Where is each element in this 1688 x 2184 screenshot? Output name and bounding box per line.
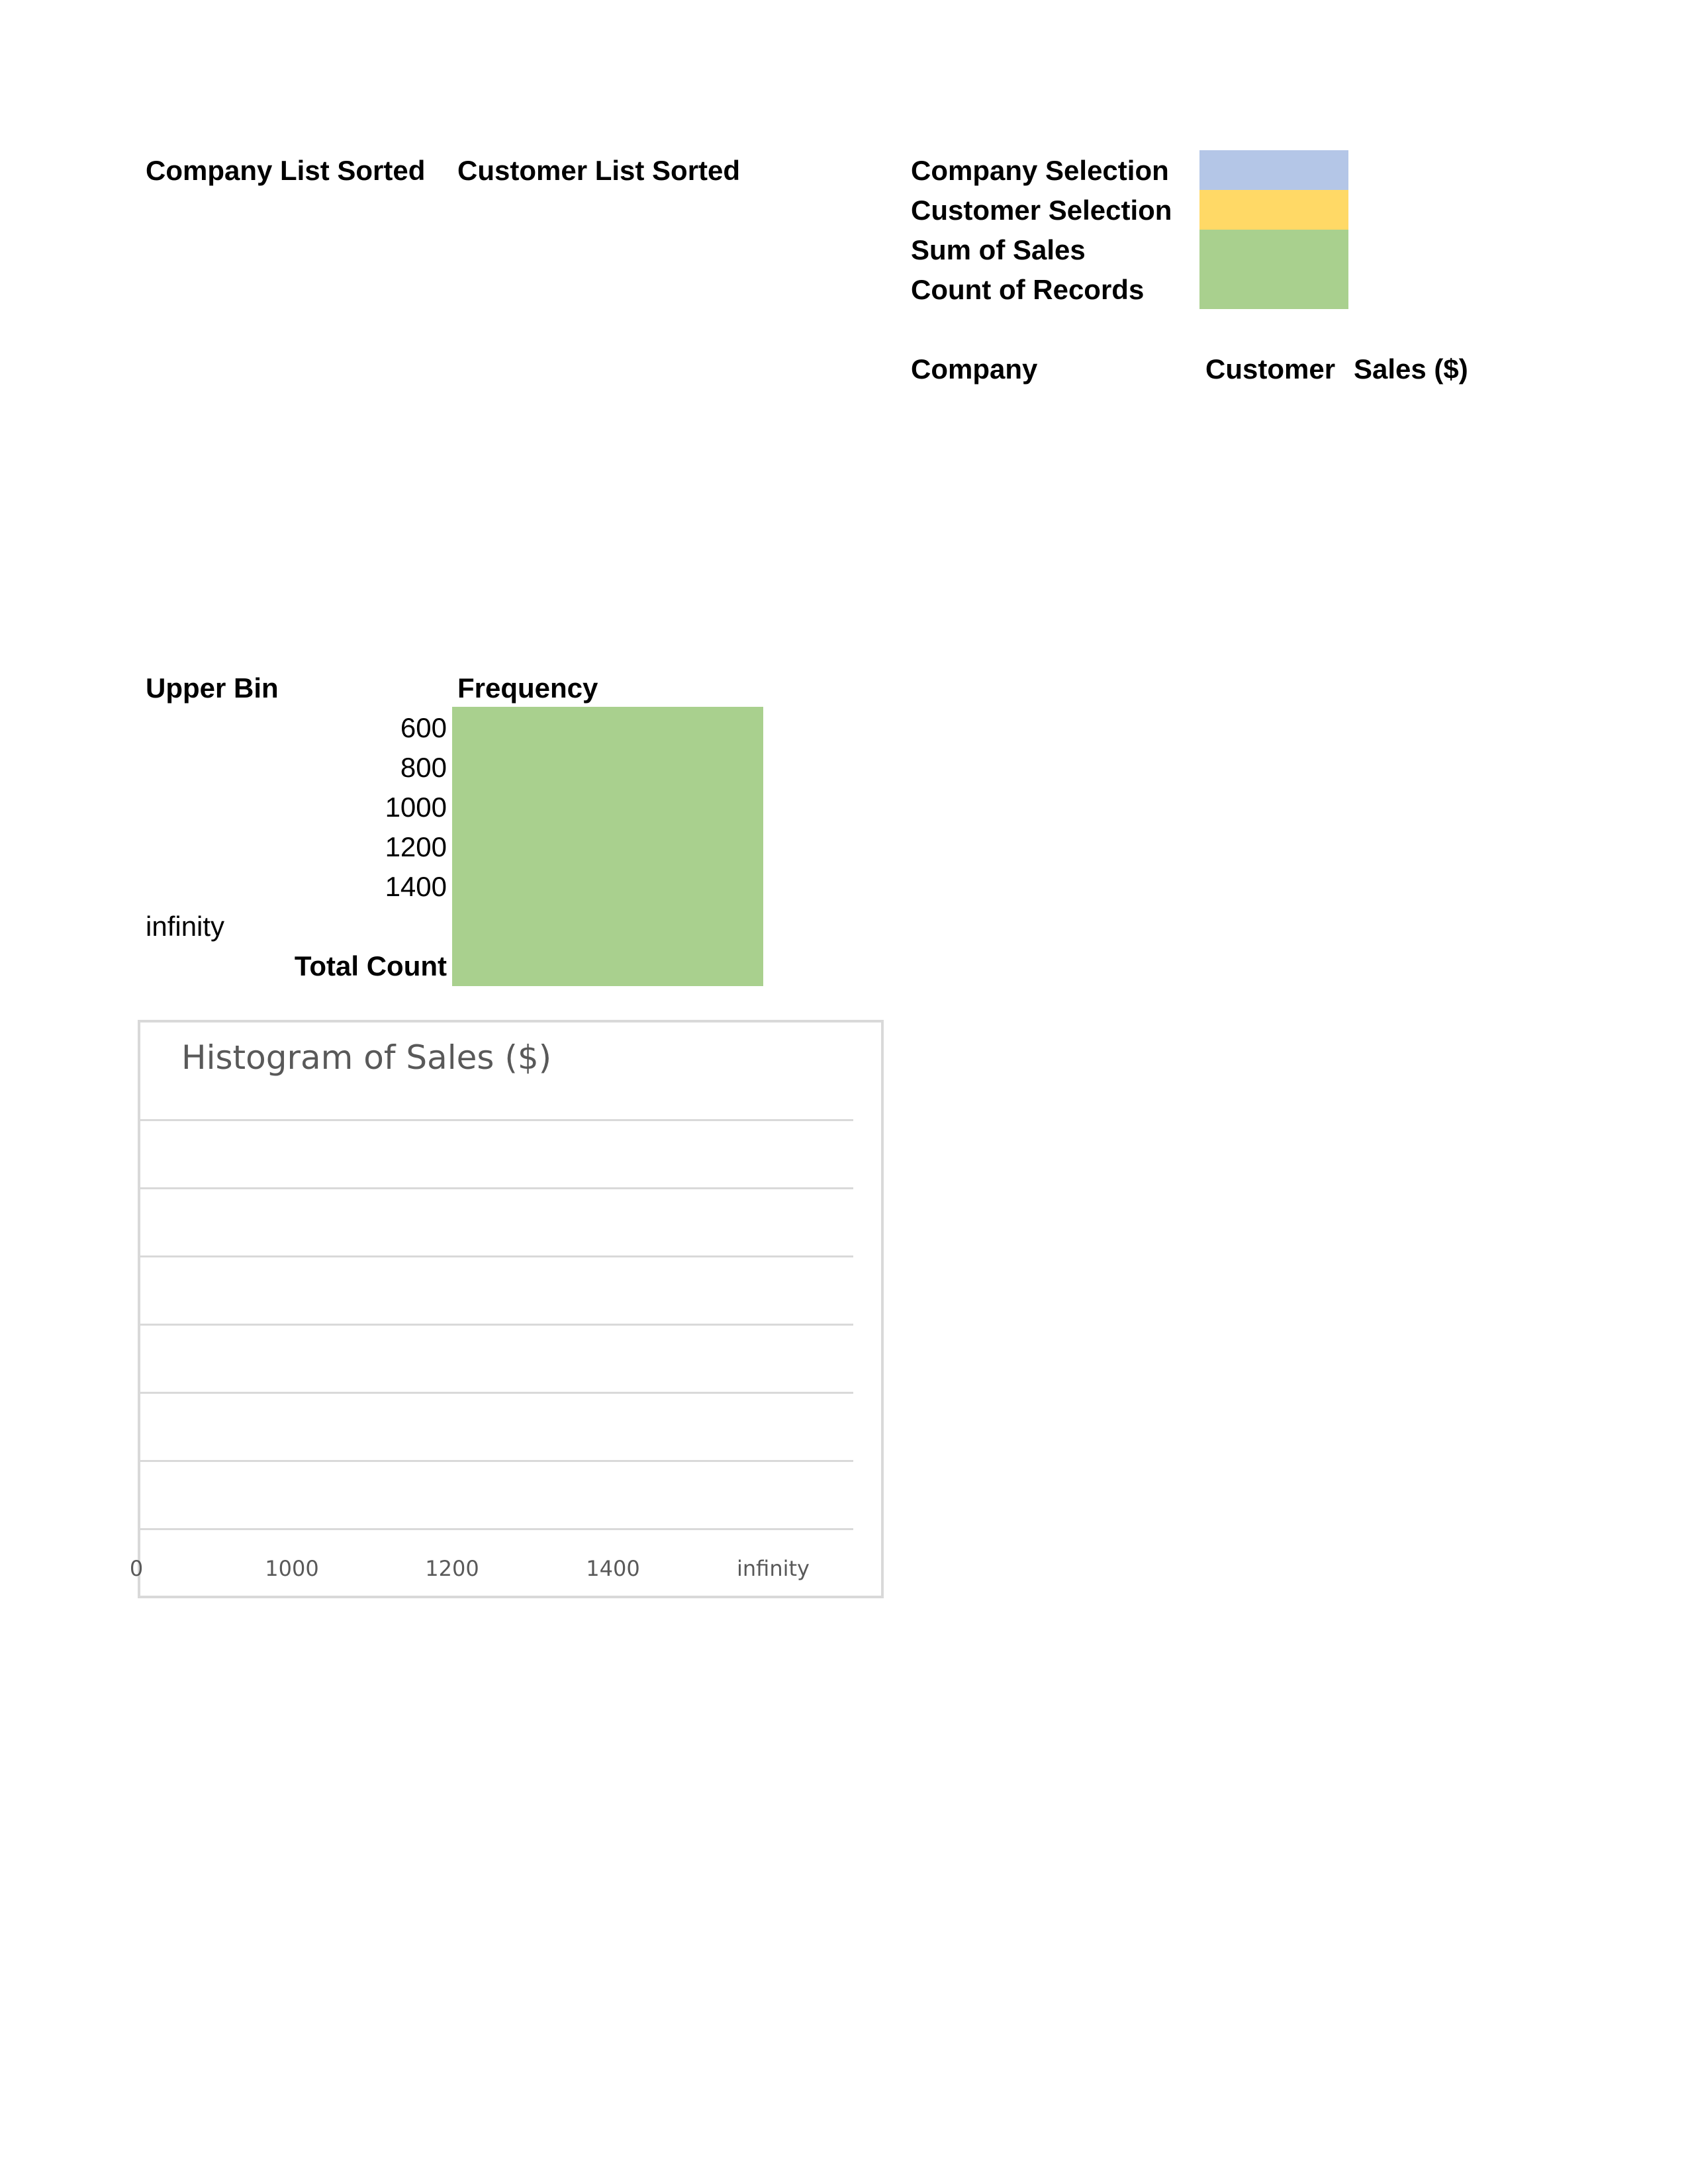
gridline [140,1255,853,1257]
sum-of-sales-cell [1199,230,1348,269]
x-tick-label: 1000 [265,1556,319,1581]
upper-bin-header: Upper Bin [146,672,279,704]
bin-value: 1200 [385,831,447,862]
company-list-header: Company List Sorted [146,155,426,186]
x-axis-line [140,1528,853,1530]
customer-column-header: Customer [1205,353,1336,385]
gridline [140,1187,853,1189]
bin-value: 600 [400,712,447,743]
x-tick-label: 1400 [586,1556,640,1581]
count-of-records-cell [1199,269,1348,309]
customer-list-header: Customer List Sorted [457,155,741,186]
bin-value-infinity: infinity [146,911,225,942]
gridline [140,1119,853,1121]
sum-of-sales-label: Sum of Sales [911,234,1086,265]
company-selection-label: Company Selection [911,155,1169,186]
chart-title: Histogram of Sales ($) [181,1038,552,1077]
bin-value: 1400 [385,871,447,902]
gridline [140,1460,853,1462]
x-tick-label: 1200 [425,1556,479,1581]
customer-selection-input[interactable] [1199,190,1348,230]
sales-column-header: Sales ($) [1354,353,1468,385]
total-count-label: Total Count [294,950,447,981]
bin-value: 1000 [385,792,447,823]
frequency-header: Frequency [457,672,598,704]
bin-value: 800 [400,752,447,783]
count-of-records-label: Count of Records [911,274,1145,305]
frequency-cells [452,707,763,986]
company-column-header: Company [911,353,1038,385]
company-selection-input[interactable] [1199,150,1348,190]
x-tick-label: infinity [737,1556,810,1581]
histogram-chart[interactable] [129,1020,884,1598]
customer-selection-label: Customer Selection [911,195,1172,226]
gridline [140,1392,853,1394]
x-tick-label: 0 [129,1556,144,1581]
gridline [140,1324,853,1326]
